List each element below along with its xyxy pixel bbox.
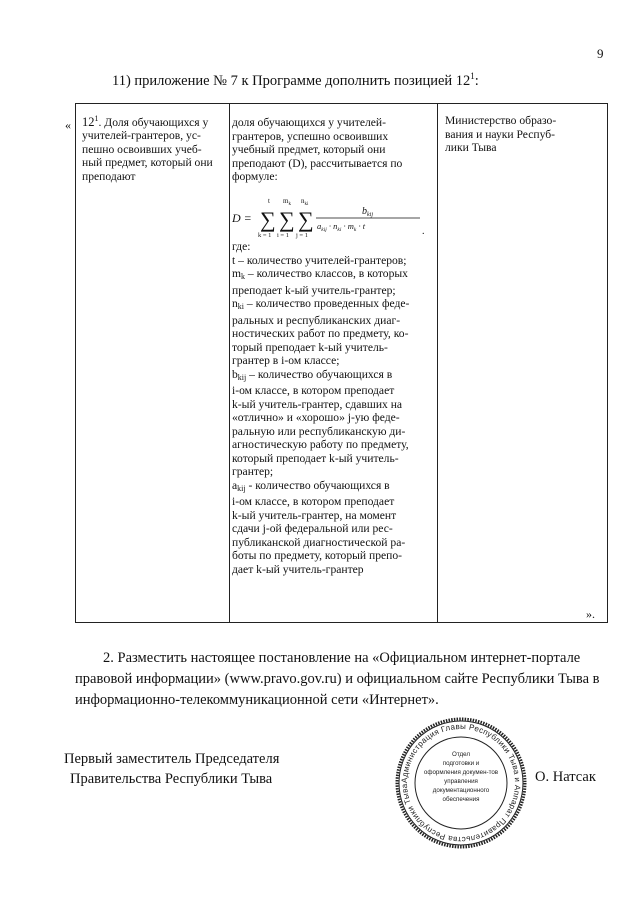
numerator-main: b — [362, 206, 367, 217]
def-n-var: n — [232, 297, 238, 310]
def-a-text: - количество обучающихся в — [245, 478, 390, 492]
denominator-n: · n — [326, 221, 338, 231]
def-line: i-ом классе, в котором преподает — [232, 384, 395, 397]
seal-inner-line: оформления докумен-тов — [423, 769, 499, 776]
where-label: где: — [232, 240, 251, 253]
signer-title-line2: Правительства Республики Тыва — [70, 771, 273, 787]
paragraph-line: информационно-телекоммуникационной сети «Интернет». — [75, 692, 439, 708]
paragraph-line: правовой информации» (www.pravo.gov.ru) и официальном сайте Республики Тыва в — [75, 671, 600, 687]
def-line: ральную или республиканскую ди- — [232, 424, 406, 438]
def-line: дает k-ый учитель-грантер — [232, 562, 364, 576]
def-m-text: – количество классов, в которых — [245, 267, 408, 280]
def-t: t – количество учителей-грантеров; — [232, 253, 407, 267]
table-divider-2 — [437, 104, 438, 622]
seal-inner-line: Отдел — [452, 751, 470, 758]
indicator-number: 12 — [82, 114, 95, 129]
def-line: боты по предмету, который препо- — [232, 549, 403, 562]
def-a-sub: kij — [237, 483, 246, 493]
responsible-line: лики Тыва — [445, 141, 497, 154]
sum-i-sign: ∑ — [279, 207, 295, 232]
def-n — [232, 297, 432, 314]
sum-i-bottom: i = 1 — [277, 232, 289, 239]
def-line: k-ый учитель-грантер, на момент — [232, 508, 397, 522]
method-line: доля обучающихся у учителей- — [232, 116, 386, 129]
table-quote-open: « — [65, 118, 71, 132]
seal-inner-line: обеспечения — [442, 796, 480, 803]
indicator-name-line: . Доля обучающихся у — [98, 115, 209, 129]
table-quote-close: ». — [586, 607, 595, 621]
indicator-name-line: учителей-грантеров, ус- — [82, 129, 201, 143]
seal-outer-textpath: Администрация Главы Республики Тыва и Аппарат Правительства Республики Тыва — [399, 721, 523, 845]
method-line: преподают (D), рассчитывается по — [232, 156, 403, 170]
indicator-name-line: пешно освоивших учеб- — [82, 142, 202, 156]
def-line: торый преподает k-ый учитель- — [232, 340, 388, 354]
formula-denominator — [317, 221, 366, 233]
heading-sup: 1 — [470, 71, 475, 81]
responsible-line: Министерство образо- — [445, 114, 557, 127]
denominator-n-sub: ki — [337, 227, 342, 233]
def-line: агностическую работу по предмету, — [232, 438, 409, 451]
sum-j-bottom: j = 1 — [296, 232, 308, 239]
def-line: k-ый учитель-грантер, сдавших на — [232, 397, 403, 411]
formula-numerator — [362, 206, 373, 218]
def-line: грантер в i-ом классе; — [232, 354, 340, 367]
def-line: ральных и республиканских диаг- — [232, 313, 401, 327]
sum-i-top-sub: k — [288, 202, 291, 207]
heading-suffix: : — [474, 72, 479, 89]
formula-lhs: D = — [232, 211, 252, 225]
def-n-sub: ki — [237, 302, 245, 311]
def-line: i-ом классе, в котором преподает — [232, 495, 395, 508]
seal-inner-line: документационного — [432, 787, 490, 794]
def-a-var: a — [232, 478, 238, 492]
paragraph-line: 2. Разместить настоящее постановление на «Официальном интернет-портале — [103, 650, 581, 666]
denominator-t: · t — [356, 221, 366, 231]
method-line: учебный предмет, который они — [232, 143, 386, 156]
signer-name: О. Натсак — [535, 769, 596, 785]
seal-inner-line: подготовки и — [442, 760, 480, 767]
def-line: сдачи j-ой федеральной или рес- — [232, 522, 393, 535]
denominator-m-sub: k — [353, 227, 357, 233]
def-line: грантер; — [232, 465, 274, 478]
indicator-number-sup: 1 — [94, 114, 99, 123]
method-cell-definitions — [232, 240, 432, 576]
sum-j-top-sub: ki — [304, 202, 309, 207]
sum-k-top: t — [268, 197, 270, 205]
def-b — [232, 368, 432, 385]
section-heading — [112, 71, 479, 90]
sum-j-sign: ∑ — [298, 207, 314, 232]
signer-title-line1: Первый заместитель Председателя — [64, 751, 280, 767]
def-m-sub: k — [241, 272, 246, 281]
indicator-name-cell — [82, 112, 230, 183]
def-b-sub: kij — [237, 372, 247, 382]
method-cell-top — [232, 116, 432, 184]
signer-title — [64, 749, 279, 789]
def-b-var: b — [232, 367, 238, 381]
denominator-a-sub: kij — [321, 227, 327, 233]
method-line: грантеров, успешно освоивших — [232, 129, 389, 143]
denominator-a: a — [317, 221, 322, 231]
def-line: «отлично» и «хорошо» j-ую феде- — [232, 411, 400, 424]
calculation-formula — [232, 193, 432, 243]
def-m-var: m — [232, 267, 242, 280]
heading-text: 11) приложение № 7 к Программе дополнить позицией 12 — [112, 72, 471, 89]
indicator-name-line: преподают — [82, 169, 136, 183]
indicator-name-line: ный предмет, который они — [82, 156, 213, 170]
numerator-sub: kij — [367, 212, 373, 218]
publication-paragraph — [75, 648, 608, 711]
formula-terminator: . — [422, 226, 425, 237]
responsible-cell — [445, 114, 595, 155]
def-line: который преподает k-ый учитель- — [232, 451, 399, 465]
def-line: публиканской диагностической ра- — [232, 535, 406, 549]
responsible-line: вания и науки Респуб- — [445, 127, 555, 141]
def-b-text: – количество обучающихся в — [246, 367, 393, 381]
sum-k-sign: ∑ — [260, 207, 276, 232]
official-seal — [394, 716, 528, 850]
def-line: преподает k-ый учитель-грантер; — [232, 283, 396, 297]
sum-j-top — [301, 197, 309, 207]
sum-i-top — [283, 197, 291, 207]
method-line: формуле: — [232, 170, 278, 183]
seal-inner-line: управления — [444, 778, 478, 785]
def-a — [232, 479, 432, 496]
def-m — [232, 267, 432, 284]
sum-j-top-main: n — [301, 197, 305, 205]
def-line: ностических работ по предмету, ко- — [232, 327, 409, 340]
sum-i-top-main: m — [283, 197, 289, 205]
sum-k-bottom: k = 1 — [258, 232, 272, 239]
page-number: 9 — [597, 46, 604, 61]
def-n-text: – количество проведенных феде- — [244, 297, 410, 310]
denominator-m: · m — [341, 221, 354, 231]
